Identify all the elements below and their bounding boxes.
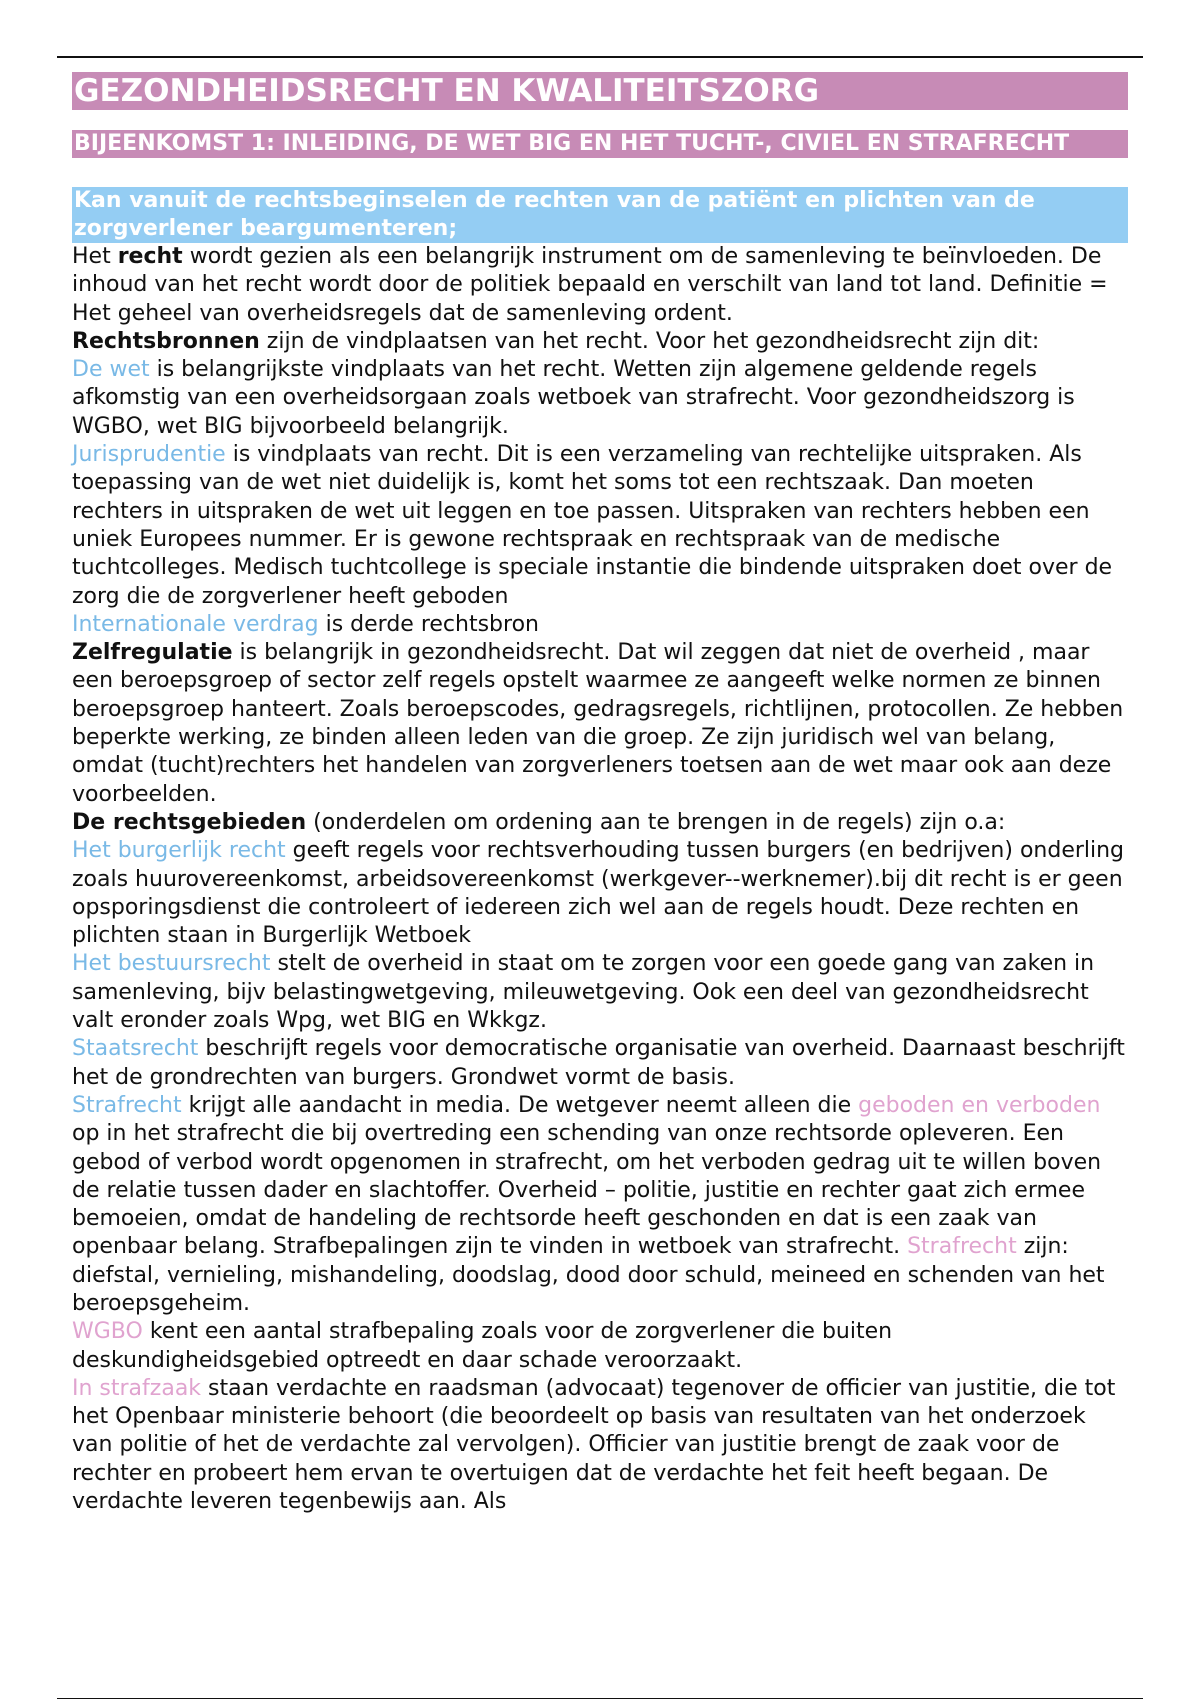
paragraph-zelfregulatie: Zelfregulatie is belangrijk in gezondheidsrecht. Dat wil zeggen dat niet de overheid , maar een beroepsgroep of sector zelf regels opstelt waarmee ze aangeeft welke normen ze binnen beroepsgroep hanteert. Zoals beroepscodes, gedragsregels, richtlijnen, protocollen. Ze hebben beperkte werking, ze binden alleen leden van die groep. Ze zijn juridisch wel van belang, omdat (tucht)rechters het handelen van zorgverleners toetsen aan de wet maar ook aan deze voorbeelden.: [72, 640, 1124, 807]
paragraph-strafzaak: In strafzaak staan verdachte en raadsman (advocaat) tegenover de officier van justitie, die tot het Openbaar ministerie behoort (die beoordeelt op basis van resultaten van het onderzoek van politie of het de verdachte zal vervolgen). Officier van justitie brengt de zaak voor de rechter en probeert hem ervan te overtuigen dat de verdachte het feit heeft begaan. De verdachte leveren tegenbewijs aan. Als: [72, 1375, 1116, 1515]
learning-objective-heading: Kan vanuit de rechtsbeginselen de rechten van de patiënt en plichten van de zorgverlener beargumenteren;: [72, 187, 1128, 243]
document-title: GEZONDHEIDSRECHT EN KWALITEITSZORG: [72, 72, 1128, 110]
paragraph-burgerlijk-recht: Het burgerlijk recht geeft regels voor rechtsverhouding tussen burgers (en bedrijven) onderling zoals huurovereenkomst, arbeidsovereenkomst (werkgever--werknemer).bij dit recht is er geen opsporingsdienst die controleert of iedereen zich wel aan de regels houdt. Deze rechten en plichten staan in Burgerlijk Wetboek: [72, 838, 1125, 949]
paragraph-rechtsgebieden: De rechtsgebieden (onderdelen om ordening aan te brengen in de regels) zijn o.a:: [72, 809, 1006, 835]
paragraph-rechtsbronnen: Rechtsbronnen zijn de vindplaatsen van het recht. Voor het gezondheidsrecht zijn dit:: [72, 328, 1040, 354]
session-heading: BIJEENKOMST 1: INLEIDING, DE WET BIG EN HET TUCHT-, CIVIEL EN STRAFRECHT: [72, 130, 1128, 158]
paragraph-bestuursrecht: Het bestuursrecht stelt de overheid in staat om te zorgen voor een goede gang van zaken in samenleving, bijv belastingwetgeving, mileuwetgeving. Ook een deel van gezondheidsrecht valt eronder zoals Wpg, wet BIG en Wkkgz.: [72, 951, 1095, 1034]
paragraph-jurisprudentie: Jurisprudentie is vindplaats van recht. Dit is een verzameling van rechtelijke uitspraken. Als toepassing van de wet niet duidelijk is, komt het soms tot een rechtszaak. Dan moeten rechters in uitspraken de wet uit leggen en toe passen. Uitspraken van rechters hebben een uniek Europees nummer. Er is gewone rechtspraak en rechtspraak van de medische tuchtcolleges. Medisch tuchtcollege is speciale instantie die bindende uitspraken doet over de zorg die de zorgverlener heeft geboden: [72, 442, 1113, 609]
paragraph-staatsrecht: Staatsrecht beschrijft regels voor democratische organisatie van overheid. Daarnaast beschrijft het de grondrechten van burgers. Grondwet vormt de basis.: [72, 1036, 1125, 1090]
paragraph-strafrecht: Strafrecht krijgt alle aandacht in media. De wetgever neemt alleen die geboden en verboden op in het strafrecht die bij overtreding een schending van onze rechtsorde opleveren. Een gebod of verbod wordt opgenomen in strafrecht, om het verboden gedrag uit te willen boven de relatie tussen dader en slachtoffer. Overheid – politie, justitie en rechter gaat zich ermee bemoeien, omdat de handeling de rechtsorde heeft geschonden en dat is een zaak van openbaar belang. Strafbepalingen zijn te vinden in wetboek van strafrecht. Strafrecht zijn: diefstal, vernieling, mishandeling, doodslag, dood door schuld, meineed en schenden van het beroepsgeheim.: [72, 1092, 1105, 1316]
paragraph-de-wet: De wet is belangrijkste vindplaats van het recht. Wetten zijn algemene geldende regels afkomstig van een overheidsorgaan zoals wetboek van strafrecht. Voor gezondheidszorg is WGBO, wet BIG bijvoorbeeld belangrijk.: [72, 357, 1075, 439]
top-rule: [57, 56, 1143, 58]
paragraph-internationale-verdrag: Internationale verdrag is derde rechtsbron: [72, 611, 539, 637]
paragraph-recht: Het recht wordt gezien als een belangrijk instrument om de samenleving te beïnvloeden. De inhoud van het recht wordt door de politiek bepaald en verschilt van land tot land. Definitie = Het geheel van overheidsregels dat de samenleving ordent.: [72, 244, 1108, 326]
document-body: [72, 72, 1128, 1516]
paragraph-wgbo: WGBO kent een aantal strafbepaling zoals voor de zorgverlener die buiten deskundigheidsgebied optreedt en daar schade veroorzaakt.: [72, 1319, 893, 1373]
bottom-rule: [57, 1698, 1143, 1699]
